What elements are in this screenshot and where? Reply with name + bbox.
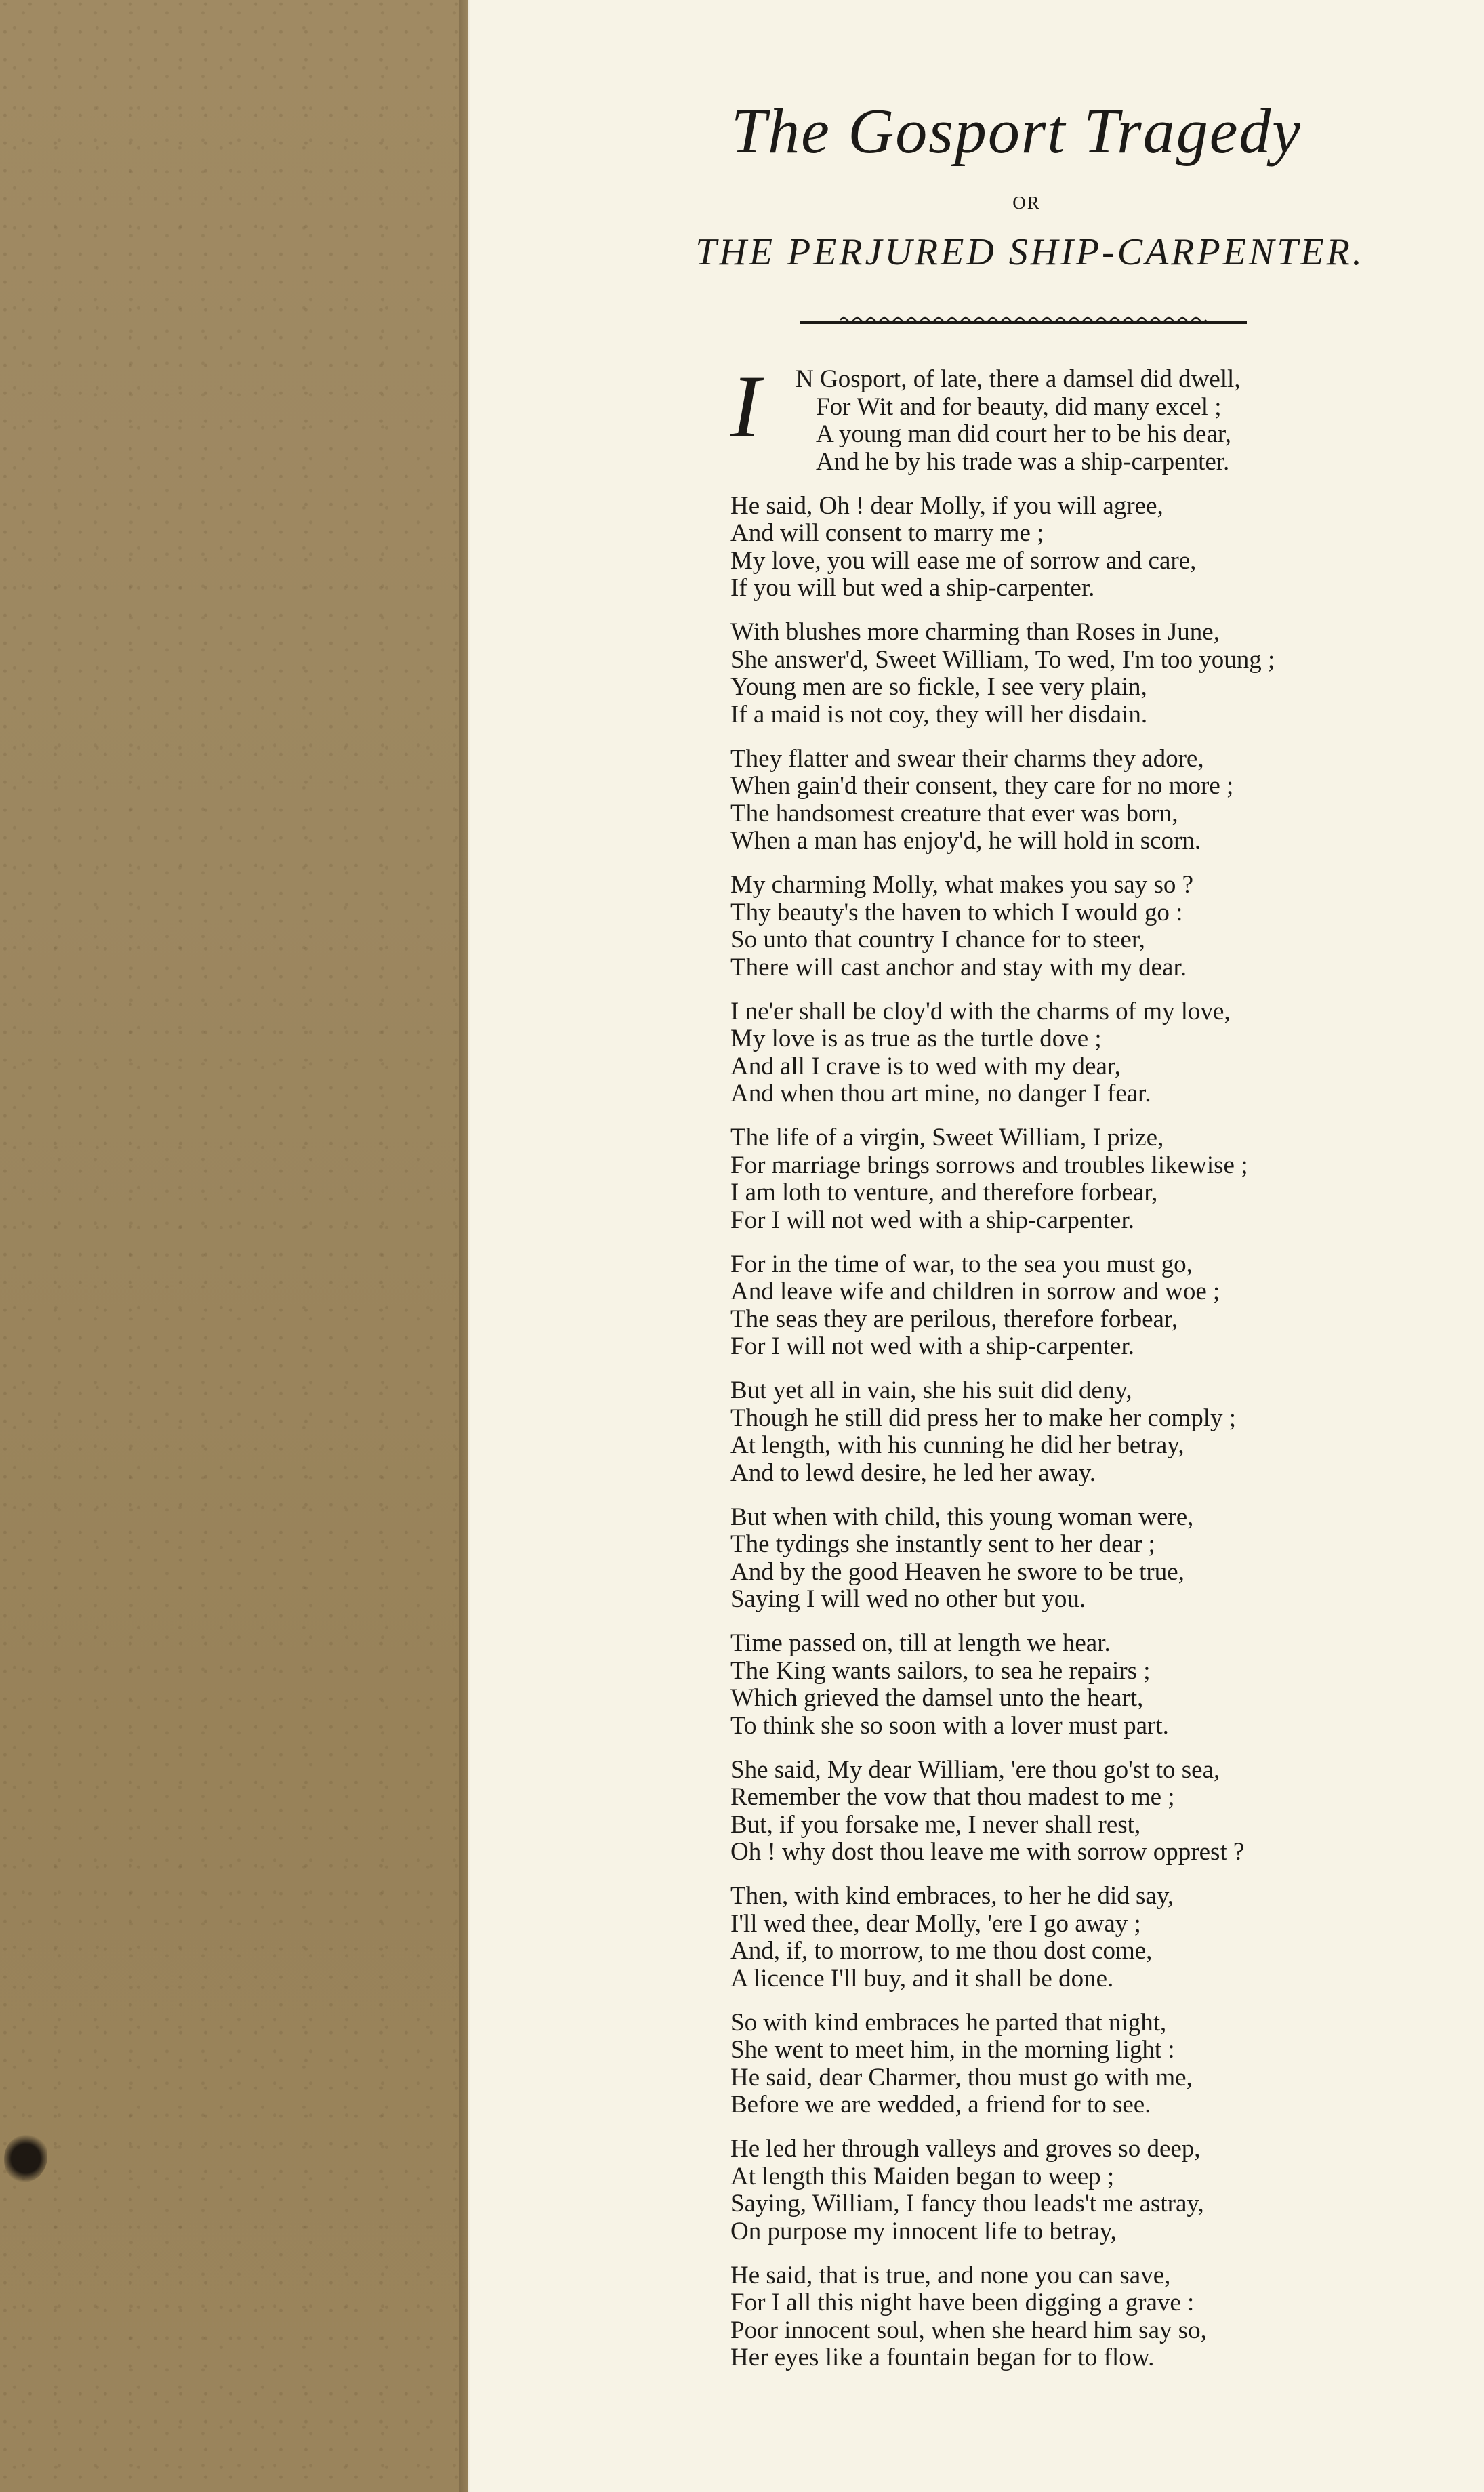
poem-line: I'll wed thee, dear Molly, 'ere I go away ;	[730, 1909, 1141, 1938]
stanza-6	[730, 998, 1428, 1108]
poem-line: And will consent to marry me ;	[730, 519, 1044, 547]
page-edge-shadow	[459, 0, 470, 2492]
poem-line: He said, dear Charmer, thou must go with me,	[730, 2063, 1193, 2091]
stanza-15	[730, 2136, 1428, 2245]
poem-line: A licence I'll buy, and it shall be done.	[730, 1964, 1114, 1993]
stanza-11	[730, 1630, 1428, 1740]
stanza-9	[730, 1377, 1428, 1487]
poem-line: For in the time of war, to the sea you must go,	[730, 1250, 1193, 1278]
title-connector: OR	[1012, 192, 1041, 213]
page-subtitle: THE PERJURED SHIP-CARPENTER.	[695, 231, 1365, 273]
poem-line: The handsomest creature that ever was born,	[730, 799, 1178, 828]
poem-line: To think she so soon with a lover must part.	[730, 1711, 1169, 1740]
poem-line: And he by his trade was a ship-carpenter.	[816, 447, 1230, 476]
poem-line: So unto that country I chance for to steer,	[730, 926, 1145, 954]
poem-line: Thy beauty's the haven to which I would go :	[730, 898, 1183, 926]
poem-line: She said, My dear William, 'ere thou go'st to sea,	[730, 1755, 1220, 1784]
poem-line: Then, with kind embraces, to her he did say,	[730, 1882, 1174, 1910]
poem-line: Young men are so fickle, I see very plain,	[730, 673, 1147, 701]
poem-line: My love, you will ease me of sorrow and care,	[730, 546, 1197, 575]
cardboard-backing	[0, 0, 468, 2492]
poem-line: Oh ! why dost thou leave me with sorrow opprest ?	[730, 1838, 1245, 1866]
poem-line: Time passed on, till at length we hear.	[730, 1629, 1111, 1657]
poem-line: He led her through valleys and groves so deep,	[730, 2135, 1201, 2163]
poem-line: A young man did court her to be his dear,	[816, 420, 1231, 448]
stanza-2	[730, 493, 1428, 602]
poem-line: But yet all in vain, she his suit did deny,	[730, 1376, 1132, 1404]
poem-line: If you will but wed a ship-carpenter.	[730, 574, 1095, 602]
wavy-rule-ornament	[800, 313, 1247, 332]
poem-line: And all I crave is to wed with my dear,	[730, 1052, 1121, 1080]
poem-line: They flatter and swear their charms they adore,	[730, 744, 1204, 773]
stanza-4	[730, 745, 1428, 855]
poem-line: If a maid is not coy, they will her disdain.	[730, 700, 1148, 729]
stanza-10	[730, 1504, 1428, 1614]
poem-line: Saying I will wed no other but you.	[730, 1585, 1086, 1613]
poem-line: The life of a virgin, Sweet William, I prize,	[730, 1124, 1164, 1151]
poem-line: The tydings she instantly sent to her dear ;	[730, 1530, 1155, 1558]
stanza-13	[730, 1883, 1428, 1993]
poem-line: So with kind embraces he parted that night,	[730, 2008, 1167, 2037]
poem-line: For I will not wed with a ship-carpenter.	[730, 1206, 1134, 1234]
stanza-8	[730, 1251, 1428, 1361]
page-title: The Gosport Tragedy	[730, 96, 1302, 167]
poem-line: With blushes more charming than Roses in June,	[730, 618, 1220, 646]
poem-line: He said, Oh ! dear Molly, if you will agree,	[730, 491, 1163, 520]
poem-line: She went to meet him, in the morning light :	[730, 2036, 1175, 2064]
poem-line: I am loth to venture, and therefore forbear,	[730, 1179, 1158, 1206]
stanza-5	[730, 872, 1428, 981]
poem-line: Which grieved the damsel unto the heart,	[730, 1684, 1144, 1712]
poem-line: But, if you forsake me, I never shall rest,	[730, 1810, 1141, 1839]
poem-line: For marriage brings sorrows and troubles likewise ;	[730, 1151, 1248, 1179]
poem-line: N Gosport, of late, there a damsel did dwell,	[796, 365, 1241, 393]
poem-line: My charming Molly, what makes you say so ?	[730, 871, 1194, 899]
stanza-3	[730, 619, 1428, 729]
poem-line: The seas they are perilous, therefore forbear,	[730, 1305, 1178, 1333]
stanza-7	[730, 1124, 1428, 1234]
poem-line: And, if, to morrow, to me thou dost come,	[730, 1937, 1153, 1965]
poem-line: When a man has enjoy'd, he will hold in scorn.	[730, 827, 1201, 855]
poem-line: Saying, William, I fancy thou leads't me astray,	[730, 2190, 1204, 2218]
poem-line: Before we are wedded, a friend for to see.	[730, 2091, 1151, 2119]
poem-line: For Wit and for beauty, did many excel ;	[816, 392, 1222, 421]
poem-line: When gain'd their consent, they care for no more ;	[730, 772, 1234, 800]
poem-line: For I will not wed with a ship-carpenter.	[730, 1332, 1134, 1360]
poem-line: Her eyes like a fountain began for to flow.	[730, 2344, 1155, 2371]
stanza-1	[730, 356, 1428, 476]
poem-line: She answer'd, Sweet William, To wed, I'm too young ;	[730, 645, 1275, 674]
poem-line: I ne'er shall be cloy'd with the charms of my love,	[730, 997, 1231, 1025]
poem-line: Though he still did press her to make her comply ;	[730, 1404, 1237, 1432]
poem-line: And by the good Heaven he swore to be true,	[730, 1557, 1184, 1586]
poem-line: On purpose my innocent life to betray,	[730, 2217, 1117, 2245]
poem-line: For I all this night have been digging a grave :	[730, 2289, 1195, 2316]
poem-line: And to lewd desire, he led her away.	[730, 1458, 1096, 1487]
poem-line: There will cast anchor and stay with my dear.	[730, 953, 1187, 981]
poem-line: My love is as true as the turtle dove ;	[730, 1025, 1102, 1053]
stanza-list	[730, 493, 1428, 2372]
poem-line: At length this Maiden began to weep ;	[730, 2162, 1115, 2190]
stanza-12	[730, 1757, 1428, 1866]
poem-line: And leave wife and children in sorrow and woe ;	[730, 1278, 1220, 1305]
stanza-14	[730, 2009, 1428, 2119]
drop-cap: I	[730, 356, 760, 456]
poem-line: He said, that is true, and none you can save,	[730, 2261, 1171, 2289]
poem-line: Remember the vow that thou madest to me ;	[730, 1783, 1175, 1811]
poem-line: And when thou art mine, no danger I fear.	[730, 1080, 1151, 1107]
stanza-16	[730, 2262, 1428, 2372]
poem-line: At length, with his cunning he did her betray,	[730, 1431, 1184, 1459]
poem-line: The King wants sailors, to sea he repairs ;	[730, 1656, 1151, 1685]
poem-line: But when with child, this young woman were,	[730, 1503, 1194, 1531]
poem-line: Poor innocent soul, when she heard him say so,	[730, 2316, 1207, 2344]
poem-body	[730, 356, 1428, 2388]
